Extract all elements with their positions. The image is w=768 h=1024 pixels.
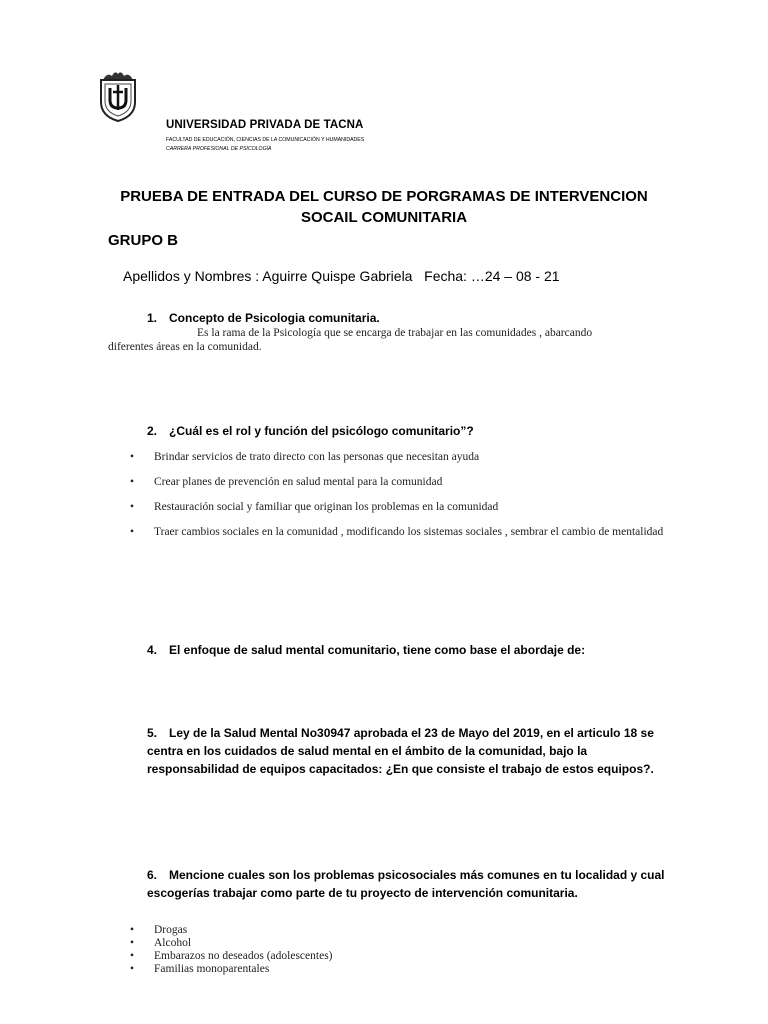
answer-6-list [130,924,333,976]
answer-2-list [130,451,690,551]
question-text: Concepto de Psicologia comunitaria. [169,311,380,325]
question-number: 1. [147,311,158,325]
question-2 [147,424,474,438]
question-number: 6. [147,868,158,882]
list-item: • Drogas [130,924,333,937]
faculty-name: FACULTAD DE EDUCACIÓN, CIENCIAS DE LA COMUNICACIÓN Y HUMANIDADES [166,137,365,143]
university-crest-icon [97,68,139,122]
list-item: • Restauración social y familiar que originan los problemas en la comunidad [130,501,690,514]
question-5 [147,724,667,778]
question-text: Mencione cuales son los problemas psicosociales más comunes en tu localidad y cual escogerías trabajar como parte de tu proyecto de intervención comunitaria. [147,868,665,900]
question-number: 5. [147,726,158,740]
question-number: 2. [147,424,158,438]
page-title-line1: PRUEBA DE ENTRADA DEL CURSO DE PORGRAMAS DE INTERVENCION [120,188,648,205]
university-name: UNIVERSIDAD PRIVADA DE TACNA [166,119,364,131]
student-info: Apellidos y Nombres : Aguirre Quispe Gabriela Fecha: …24 – 08 - 21 [123,268,560,284]
question-6 [147,866,667,902]
list-item: • Traer cambios sociales en la comunidad , modificando los sistemas sociales , sembrar el cambio de mentalidad [130,526,690,539]
list-item: • Brindar servicios de trato directo con las personas que necesitan ayuda [130,451,690,464]
question-1 [147,311,380,325]
question-text: Ley de la Salud Mental No30947 aprobada el 23 de Mayo del 2019, en el articulo 18 se centra en los cuidados de salud mental en el ámbito de la comunidad, bajo la responsabilidad de equipos capacitados: ¿En que consiste el trabajo de estos equipos?. [147,726,654,776]
list-item: • Familias monoparentales [130,963,333,976]
question-text: ¿Cuál es el rol y función del psicólogo comunitario”? [169,424,474,438]
career-name: CARRERA PROFESIONAL DE PSICOLOGÍA [166,146,272,152]
question-4 [147,643,585,657]
question-number: 4. [147,643,158,657]
question-text: El enfoque de salud mental comunitario, tiene como base el abordaje de: [169,643,586,657]
list-item: • Crear planes de prevención en salud mental para la comunidad [130,476,690,489]
list-item: • Embarazos no deseados (adolescentes) [130,950,333,963]
page-title-line2: SOCAIL COMUNITARIA [300,209,468,226]
list-item: • Alcohol [130,937,333,950]
answer-1-line1: Es la rama de la Psicología que se encarga de trabajar en las comunidades , abarcando [197,327,593,339]
group-heading: GRUPO B [108,232,179,249]
answer-1-line2: diferentes áreas en la comunidad. [108,341,262,353]
